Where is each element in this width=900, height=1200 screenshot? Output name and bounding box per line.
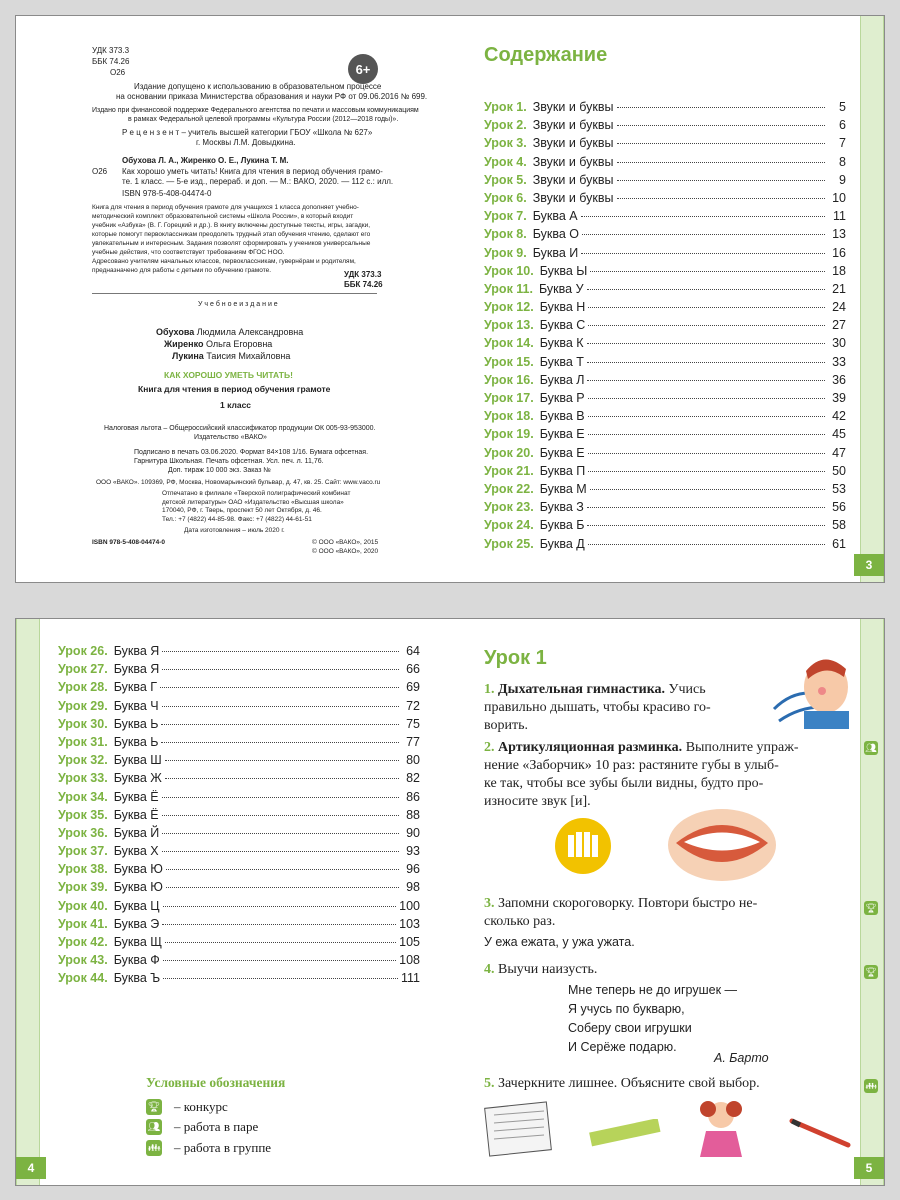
author-name: Лукина Таисия Михайловна (172, 351, 291, 361)
isbn-bottom: ISBN 978-5-408-04474-0 (92, 539, 165, 546)
toc-lesson-label: Урок 41. (58, 916, 108, 931)
toc-entry (484, 391, 846, 409)
toc-entry (58, 662, 420, 680)
toc-lesson-name: Буква Г (113, 680, 158, 695)
toc-lesson-name: Буква К (539, 336, 584, 351)
toc-leader (162, 669, 399, 670)
toc-leader (590, 489, 825, 490)
bbk: ББК 74.26 (344, 280, 383, 289)
toc-leader (165, 760, 399, 761)
toc-page-number: 86 (406, 789, 420, 804)
toc-leader (581, 216, 825, 217)
toc-lesson-label: Урок 32. (58, 753, 108, 768)
toc-leader (617, 107, 825, 108)
toc-leader (166, 869, 399, 870)
poem: Мне теперь не до игрушек — Я учусь по букварю, Соберу свои игрушки И Серёже подарю. (568, 983, 738, 1054)
toc-leader (617, 180, 825, 181)
toc-lesson-name: Буква Ж (113, 771, 162, 786)
toc-lesson-name: Буква Б (539, 518, 585, 533)
toc-lesson-name: Буква Ю (113, 862, 163, 877)
tax-line: Издательство «ВАКО» (194, 434, 267, 441)
toc-lesson-label: Урок 13. (484, 318, 534, 333)
trophy-icon: 🏆︎ (146, 1099, 162, 1115)
toc-page-number: 66 (406, 662, 420, 677)
toc-leader (587, 380, 825, 381)
toc-leader (166, 887, 399, 888)
toc-lesson-name: Буква В (539, 409, 585, 424)
toc-lesson-name: Буква У (539, 281, 584, 296)
toc-page-number: 8 (839, 154, 846, 169)
toc-lesson-label: Урок 5. (484, 172, 527, 187)
toc-leader (161, 724, 399, 725)
notebook-image (484, 1099, 554, 1159)
toc-entry (484, 537, 846, 555)
breathing-boy-image (764, 649, 854, 729)
toc-page-number: 72 (406, 698, 420, 713)
toc-leader (617, 198, 825, 199)
toc-entry (58, 826, 420, 844)
author-name: Обухова Людмила Александровна (156, 327, 304, 337)
toc-lesson-label: Урок 37. (58, 844, 108, 859)
group-icon: 👪︎ (146, 1140, 162, 1156)
toc-lesson-label: Урок 20. (484, 445, 534, 460)
toc-page-number: 64 (406, 644, 420, 658)
task-2: 2. Артикуляционная разминка. Выполните упраж- нение «Заборчик» 10 раз: растяните губы в улыб- ке так, чтобы все зубы были видны, будто про- износите звук [и]. (484, 740, 799, 809)
toc-page-number: 82 (406, 771, 420, 786)
group-icon: 👪︎ (864, 1079, 878, 1093)
toc-leader (588, 325, 825, 326)
approval-line: на основании приказа Министерства образования и науки РФ от 09.06.2016 № 699. (116, 92, 428, 101)
toc-entry (58, 844, 420, 862)
toc-leader (588, 453, 825, 454)
biblio-line: Как хорошо уметь читать! Книга для чтения в период обучения грамо- (122, 167, 383, 176)
toc-leader (587, 343, 825, 344)
toc-leader (588, 471, 825, 472)
toc-page-number: 53 (832, 481, 846, 496)
bbk: ББК 74.26 (92, 57, 130, 66)
toc-entry (484, 173, 846, 191)
toc-lesson-label: Урок 43. (58, 953, 108, 968)
toc-lesson-label: Урок 36. (58, 825, 108, 840)
toc-entry (484, 355, 846, 373)
toc-lesson-label: Урок 7. (484, 209, 527, 224)
toc-lesson-name: Буква Ь (113, 734, 159, 749)
authors-line: Обухова Л. А., Жиренко О. Е., Лукина Т. М. (122, 156, 289, 165)
toc-lesson-label: Урок 8. (484, 227, 527, 242)
toc-entry (484, 464, 846, 482)
toc-entry (58, 862, 420, 880)
toc-page-number: 30 (832, 336, 846, 351)
toc-entry (484, 318, 846, 336)
author-name: Жиренко Ольга Егоровна (164, 339, 273, 349)
toc-entry (58, 735, 420, 753)
poem-author: А. Барто (714, 1051, 769, 1065)
divider (92, 293, 377, 294)
toc-lesson-name: Буква Х (113, 844, 159, 859)
toc-lesson-label: Урок 23. (484, 500, 534, 515)
book-code: О26 (92, 167, 108, 176)
toc-lesson-label: Урок 33. (58, 771, 108, 786)
toc-list (484, 100, 846, 555)
toc-lesson-label: Урок 6. (484, 190, 527, 205)
toc-lesson-label: Урок 17. (484, 391, 534, 405)
print-info: Подписано в печать 03.06.2020. Формат 84×108 1/16. Бумага офсетная. Гарнитура Школьная. Печать офсетная. Усл. печ. л. 11,76. Доп. тираж 10 000 экз. Заказ № (134, 449, 369, 474)
toc-page-number: 88 (406, 807, 420, 822)
support-line: в рамках Федеральной целевой программы «Культура России (2012—2018 годы)». (128, 116, 399, 123)
toc-lesson-label: Урок 26. (58, 644, 108, 658)
toc-entry (58, 917, 420, 935)
udk: УДК 373.3 (92, 46, 130, 55)
toc-entry (484, 427, 846, 445)
toc-lesson-name: Буква Я (113, 644, 160, 658)
toc-page-number: 27 (832, 318, 846, 333)
toc-lesson-label: Урок 15. (484, 354, 534, 369)
toc-lesson-label: Урок 3. (484, 136, 527, 151)
doll-image (696, 1097, 746, 1163)
toc-page-number: 50 (832, 463, 846, 478)
toc-lesson-label: Урок 1. (484, 100, 527, 114)
toc-lesson-label: Урок 40. (58, 898, 108, 913)
toc-entry (484, 336, 846, 354)
toc-page-number: 13 (832, 227, 846, 242)
toc-title: Содержание (484, 44, 608, 66)
toc-page-number: 103 (399, 916, 420, 931)
toc-lesson-label: Урок 28. (58, 680, 108, 695)
toc-page-number: 10 (832, 190, 846, 205)
toc-lesson-label: Урок 19. (484, 427, 534, 442)
toc-lesson-name: Буква Н (539, 300, 586, 315)
toc-page-number: 61 (832, 536, 846, 551)
ruler-image (586, 1119, 666, 1149)
toc-lesson-name: Звуки и буквы (532, 136, 614, 151)
toc-lesson-label: Урок 39. (58, 880, 108, 895)
toc-lesson-name: Звуки и буквы (532, 190, 614, 205)
toc-entry (58, 880, 420, 898)
copyright: © ООО «ВАКО», 2020 (312, 548, 379, 555)
toc-lesson-name: Буква Д (539, 536, 585, 551)
task-5: 5. Зачеркните лишнее. Объясните свой выбор. (484, 1076, 760, 1091)
book-code: О26 (110, 68, 126, 77)
pen-image (786, 1113, 856, 1153)
toc-leader (617, 143, 825, 144)
toc-entry (58, 680, 420, 698)
toc-entry (484, 136, 846, 154)
toc-page-number: 111 (400, 971, 420, 986)
toc-page-number: 33 (832, 354, 846, 369)
toc-lesson-name: Буква Ш (113, 753, 162, 768)
toc-lesson-label: Урок 34. (58, 789, 108, 804)
tongue-twister: У ежа ежата, у ужа ужата. (484, 935, 635, 949)
toc-entry (484, 155, 846, 173)
page-number: 3 (854, 554, 884, 576)
udk: УДК 373.3 (344, 270, 382, 279)
toc-leader (162, 797, 399, 798)
annotation: Книга для чтения в период обучения грамоте для учащихся 1 класса дополняет учебно- методический комплект образовательной системы «Школа России», в который входит учебник «Азбука» (В. Г. Горецкий и др.). В книгу включены доступные тексты, игры, загадки, которые помогут первоклассникам преодолеть трудный этап обучения чтению, сделают его увлекательным и интересным. Задания позволят сформировать у учеников универсальные учебные действия, что соответствует требованиям ФГОС НОО. Адресовано учителям начальных классов, первоклассникам, гувернёрам и родителям, предназначено для работы с детьми по обучению грамоте. (92, 204, 371, 274)
toc-page-number: 21 (832, 281, 846, 296)
toc-page-number: 39 (832, 391, 846, 405)
toc-entry (484, 500, 846, 518)
toc-leader (165, 778, 399, 779)
toc-entry (484, 373, 846, 391)
toc-leader (162, 706, 399, 707)
toc-lesson-name: Буква М (539, 481, 587, 496)
toc-leader (160, 687, 399, 688)
support-line: Издано при финансовой поддержке Федерального агентства по печати и массовым коммуникациям (92, 107, 419, 114)
toc-lesson-name: Буква Ы (539, 263, 588, 278)
toc-entry (484, 482, 846, 500)
toc-page-number: 75 (406, 716, 420, 731)
printer-info: Отпечатано в филиале «Тверской полиграфический комбинат детской литературы» ОАО «Издательство «Высшая школа» 170040, РФ, г. Тверь, проспект 50 лет Октября, д. 46. Тел.: +7 (4822) 44-85-98. Факс: +7 (4822) 44-61-51 (162, 490, 351, 523)
toc-leader (587, 362, 825, 363)
book-title: КАК ХОРОШО УМЕТЬ ЧИТАТЬ! (164, 370, 293, 380)
toc-leader (588, 416, 825, 417)
page-number: 5 (854, 1157, 884, 1179)
toc-page-number: 7 (839, 136, 846, 151)
toc-lesson-name: Буква Щ (113, 935, 162, 949)
toc-lesson-label: Урок 31. (58, 734, 108, 749)
toc-lesson-name: Буква П (539, 463, 586, 478)
toc-lesson-name: Буква Ч (113, 698, 159, 713)
toc-leader (587, 525, 825, 526)
toc-page-number: 9 (839, 172, 846, 187)
grade: 1 класс (220, 400, 252, 410)
task-1: 1. Дыхательная гимнастика. Учись правильно дышать, чтобы красиво го- ворить. (484, 682, 711, 733)
trophy-icon: 🏆︎ (864, 965, 878, 979)
edition-type: У ч е б н о е и з д а н и е (198, 301, 278, 308)
toc-entry (58, 935, 420, 953)
toc-lesson-name: Буква Ф (113, 953, 160, 968)
toc-entry (484, 264, 846, 282)
toc-page-number: 96 (406, 862, 420, 877)
toc-leader (161, 742, 399, 743)
toc-lesson-label: Урок 44. (58, 971, 108, 986)
toc-page-number: 11 (833, 209, 846, 224)
toc-lesson-label: Урок 29. (58, 698, 108, 713)
legend-item: 👪︎ – работа в группе (147, 1140, 272, 1155)
toc-leader (581, 253, 825, 254)
isbn-line: ISBN 978-5-408-04474-0 (122, 189, 212, 198)
toc-lesson-name: Буква О (532, 227, 580, 242)
toc-page-number: 47 (832, 445, 846, 460)
toc-entry (484, 209, 846, 227)
copyright: © ООО «ВАКО», 2015 (312, 539, 379, 546)
toc-entry (484, 446, 846, 464)
toc-leader (590, 271, 825, 272)
toc-page-number: 100 (399, 898, 420, 913)
legend-title: Условные обозначения (146, 1075, 286, 1090)
toc-lesson-name: Буква Ъ (113, 971, 161, 986)
toc-entry (58, 699, 420, 717)
toc-lesson-name: Буква Р (539, 391, 585, 405)
tax-line: Налоговая льгота – Общероссийский классификатор продукции ОК 005-93-953000. (104, 425, 376, 432)
toc-lesson-label: Урок 21. (484, 463, 534, 478)
page-edge-stripe (860, 16, 884, 582)
bottom-spread (15, 618, 885, 1186)
toc-lesson-name: Буква Ц (113, 898, 160, 913)
toc-lesson-label: Урок 9. (484, 245, 527, 260)
toc-lesson-name: Буква А (532, 209, 578, 224)
toc-leader (587, 507, 825, 508)
toc-lesson-label: Урок 35. (58, 807, 108, 822)
toc-leader (163, 960, 396, 961)
toc-entry (484, 227, 846, 245)
toc-leader (162, 833, 399, 834)
toc-lesson-name: Звуки и буквы (532, 172, 614, 187)
toc-entry (484, 246, 846, 264)
toc-page-number: 5 (839, 100, 846, 114)
toc-page-number: 6 (839, 118, 846, 133)
toc-page-number: 69 (406, 680, 420, 695)
made-date: Дата изготовления – июль 2020 г. (184, 527, 285, 534)
toc-entry (484, 282, 846, 300)
toc-entry (484, 518, 846, 536)
toc-lesson-label: Урок 4. (484, 154, 527, 169)
task-4: 4. Выучи наизусть. (484, 962, 598, 977)
toc-lesson-name: Звуки и буквы (532, 118, 614, 133)
toc-lesson-name: Буква Ь (113, 716, 159, 731)
toc-lesson-name: Буква Е (539, 445, 585, 460)
pair-icon: 👥︎ (864, 741, 878, 755)
page-number: 4 (16, 1157, 46, 1179)
reviewer-line: Р е ц е н з е н т – учитель высшей категории ГБОУ «Школа № 627» (122, 128, 373, 137)
toc-entry (58, 971, 420, 989)
toc-entry (58, 753, 420, 771)
toc-entry (484, 118, 846, 136)
toc-leader (588, 398, 825, 399)
toc-entry (58, 717, 420, 735)
toc-page-number: 36 (832, 372, 846, 387)
top-spread (15, 15, 885, 583)
toc-lesson-label: Урок 2. (484, 118, 527, 133)
toc-lesson-name: Буква З (539, 500, 584, 515)
toc-lesson-name: Звуки и буквы (532, 100, 614, 114)
toc-lesson-name: Буква Ё (113, 789, 159, 804)
toc-lesson-label: Урок 27. (58, 662, 108, 677)
legend-item: 🏆︎ – конкурс (147, 1099, 228, 1114)
toc-lesson-label: Урок 10. (484, 263, 534, 278)
toc-leader (617, 125, 825, 126)
toc-lesson-label: Урок 25. (484, 536, 534, 551)
toc-leader (162, 651, 399, 652)
toc-lesson-name: Буква Ю (113, 880, 163, 895)
toc-lesson-name: Буква С (539, 318, 586, 333)
toc-leader (582, 234, 825, 235)
toc-lesson-label: Урок 22. (484, 481, 534, 496)
pair-icon: 👥︎ (146, 1119, 162, 1135)
smile-image (666, 807, 778, 883)
toc-page-number: 90 (406, 825, 420, 840)
toc-entry (58, 771, 420, 789)
biblio-line: те. 1 класс. — 5-е изд., перераб. и доп. — М.: ВАКО, 2020. — 112 с.: илл. (122, 177, 394, 186)
toc-entry (484, 300, 846, 318)
toc-leader (163, 978, 398, 979)
toc-entry (58, 790, 420, 808)
toc-page-number: 16 (832, 245, 846, 260)
toc-page-number: 56 (832, 500, 846, 515)
toc-leader (162, 924, 396, 925)
reviewer-line: г. Москвы Л.М. Довыдкина. (196, 138, 296, 147)
lesson-title: Урок 1 (484, 647, 547, 669)
toc-lesson-label: Урок 18. (484, 409, 534, 424)
toc-entry (58, 808, 420, 826)
approval-line: Издание допущено к использованию в образовательном процессе (134, 82, 382, 91)
toc-lesson-name: Буква Я (113, 662, 160, 677)
publisher-address: ООО «ВАКО». 109369, РФ, Москва, Новомарьинский бульвар, д. 47, кв. 25. Сайт: www.vaco.ru (96, 479, 381, 486)
toc-page-number: 77 (406, 734, 420, 749)
toc-leader (587, 289, 825, 290)
toc-entry (58, 953, 420, 971)
toc-entry (484, 191, 846, 209)
toc-leader (163, 906, 397, 907)
toc-lesson-label: Урок 38. (58, 862, 108, 877)
legend-item: 👥︎ – работа в паре (147, 1119, 259, 1134)
toc-lesson-label: Урок 12. (484, 300, 534, 315)
toc-page-number: 98 (406, 880, 420, 895)
toc-page-number: 18 (832, 263, 846, 278)
book-subtitle: Книга для чтения в период обучения грамоте (138, 384, 331, 394)
toc-lesson-name: Буква Ё (113, 807, 159, 822)
toc-lesson-label: Урок 11. (484, 281, 533, 296)
fence-icon (554, 817, 612, 875)
toc-leader (617, 162, 825, 163)
toc-leader (162, 851, 399, 852)
toc-entry (58, 899, 420, 917)
toc-page-number: 105 (399, 935, 420, 949)
toc-lesson-label: Урок 14. (484, 336, 534, 351)
toc-lesson-label: Урок 24. (484, 518, 534, 533)
task-3: 3. Запомни скороговорку. Повтори быстро не- сколько раз. (484, 896, 758, 929)
toc-lesson-name: Буква Л (539, 372, 585, 387)
age-rating-badge: 6+ (348, 54, 378, 84)
toc-lesson-name: Буква Т (539, 354, 584, 369)
toc-leader (588, 544, 825, 545)
toc-page-number: 93 (406, 844, 420, 859)
toc-lesson-label: Урок 16. (484, 372, 534, 387)
page-edge-stripe (16, 619, 40, 1185)
toc-lesson-name: Буква Й (113, 825, 160, 840)
toc-page-number: 24 (832, 300, 846, 315)
toc-leader (588, 434, 825, 435)
toc-lesson-name: Буква Е (539, 427, 585, 442)
toc-entry (58, 644, 420, 662)
toc-page-number: 80 (406, 753, 420, 768)
toc-leader (165, 942, 396, 943)
trophy-icon: 🏆︎ (864, 901, 878, 915)
toc-lesson-label: Урок 30. (58, 716, 108, 731)
toc-page-number: 108 (399, 953, 420, 968)
toc-page-number: 45 (832, 427, 846, 442)
toc-lesson-name: Звуки и буквы (532, 154, 614, 169)
toc-page-number: 42 (832, 409, 846, 424)
toc-lesson-name: Буква Э (113, 916, 160, 931)
toc-entry (484, 100, 846, 118)
toc-leader (162, 815, 399, 816)
toc-leader (588, 307, 825, 308)
toc-page-number: 58 (832, 518, 846, 533)
toc-list (58, 644, 420, 990)
toc-entry (484, 409, 846, 427)
toc-lesson-label: Урок 42. (58, 935, 108, 949)
toc-lesson-name: Буква И (532, 245, 579, 260)
